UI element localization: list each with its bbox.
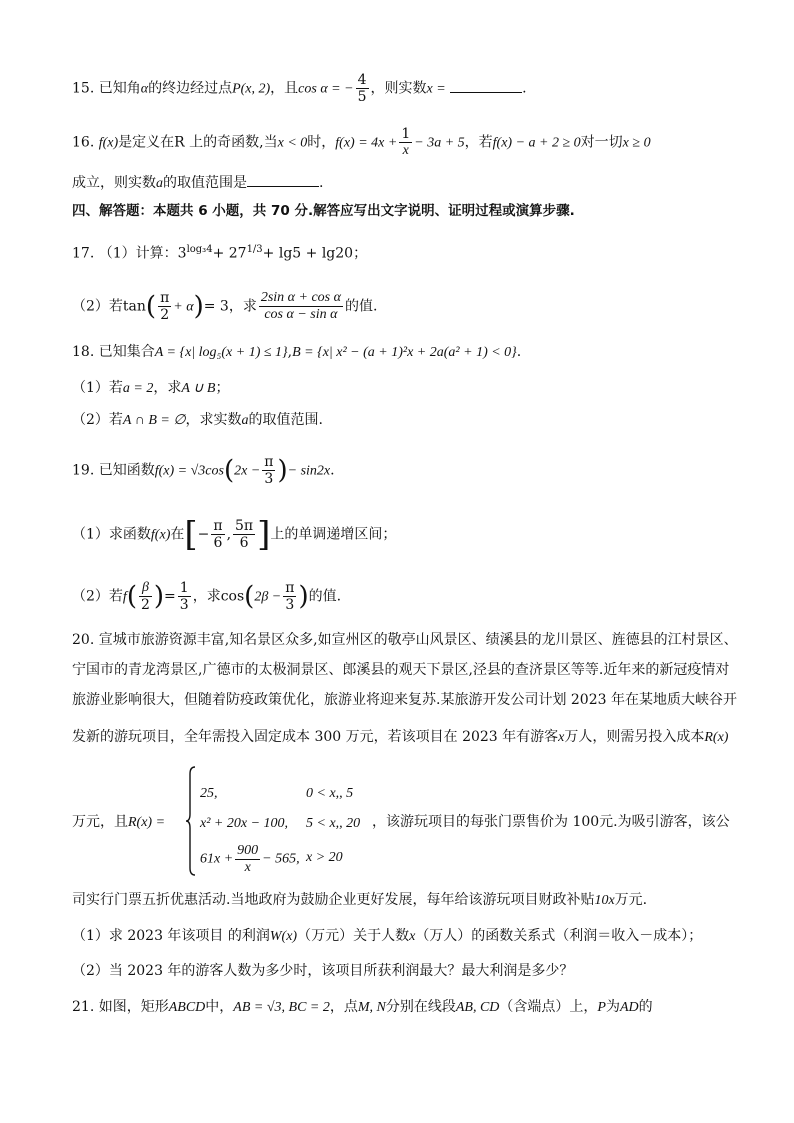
numerator: 900 — [237, 843, 259, 858]
math: AD — [619, 1000, 639, 1015]
text: 已知函数 — [98, 462, 155, 479]
section-heading: 四、解答题：本题共 6 小题，共 70 分.解答应写出文字说明、证明过程或演算步骤. — [72, 203, 575, 219]
math: AB = √3, BC = 2 — [233, 1000, 330, 1015]
question-19-part2 — [72, 580, 341, 613]
denominator: 3 — [285, 597, 295, 613]
math: R(x) — [704, 730, 729, 745]
math: a = 2 — [122, 381, 154, 396]
piecewise-function — [186, 766, 361, 876]
fraction — [283, 580, 296, 613]
numerator: 1 — [401, 126, 411, 142]
math: P(x, 2) — [232, 81, 271, 97]
exponent: 1/3 — [246, 244, 263, 255]
math: f(x) — [98, 135, 119, 151]
text: （2）若 — [72, 412, 123, 428]
text: ，则实数 — [370, 80, 427, 97]
question-19 — [72, 454, 335, 487]
denominator: 5 — [357, 89, 367, 105]
math: 2x − — [234, 463, 261, 479]
paren: ( — [223, 455, 235, 486]
text: . — [330, 462, 335, 479]
text: ，求 — [153, 380, 182, 396]
text: . — [522, 80, 527, 97]
text: 为 — [605, 999, 620, 1015]
math: − 565, — [262, 851, 300, 867]
piece-2-cond: 5 < x,, 20 — [306, 816, 361, 831]
numerator: π — [264, 454, 274, 470]
math: x = — [426, 81, 446, 97]
text: ，若 — [464, 134, 493, 151]
numerator: π — [285, 580, 295, 596]
denominator: x — [402, 143, 409, 158]
fraction — [233, 518, 255, 551]
math: = 3 — [203, 298, 229, 315]
numerator: β — [139, 580, 152, 597]
question-20-line6 — [72, 890, 647, 911]
text: . — [516, 344, 522, 360]
question-20-line1: 20. 宣城市旅游资源丰富,知名景区众多,如宣州区的敬亭山风景区、绩溪县的龙川景区、旌德县的江村景区、 — [72, 632, 738, 648]
numerator: 1 — [179, 580, 189, 596]
math: − — [197, 526, 210, 543]
math: f(x) − a + 2 ≥ 0 — [492, 135, 581, 151]
denominator: 6 — [239, 535, 249, 551]
text: 的 — [638, 999, 653, 1015]
question-20-line3: 旅游业影响很大，但随着防疫政策优化，旅游业将迎来复苏.某旅游开发公司计划 2023 年在某地质大峡谷开 — [72, 692, 737, 708]
question-20-line4 — [72, 727, 728, 748]
math: B = {x| x² − (a + 1)²x + 2a(a² + 1) < 0} — [292, 345, 517, 360]
question-number: 19. — [72, 462, 95, 479]
math: x — [558, 730, 565, 745]
answer-blank[interactable] — [450, 78, 522, 93]
text: 已知角 — [98, 80, 141, 97]
text: 中， — [205, 999, 234, 1015]
denominator: 2 — [160, 307, 170, 323]
question-18 — [72, 342, 521, 363]
math: A ∩ B = ∅ — [122, 413, 186, 428]
text: , — [287, 344, 293, 360]
math: f(x) = 4x + — [335, 135, 398, 151]
question-16-line2 — [72, 172, 323, 194]
text: 如图，矩形 — [98, 999, 169, 1015]
math: 10x — [594, 893, 615, 908]
math: + α — [173, 299, 194, 315]
question-17-part2 — [72, 290, 377, 323]
text: （2）若 — [72, 298, 123, 315]
text: 发新的游玩项目，全年需投入固定成本 300 万元，若该项目在 2023 年有游客 — [72, 729, 559, 745]
text: （含端点）上， — [499, 999, 598, 1015]
piece-3-expr — [200, 843, 300, 876]
text: 万人，则需另投入成本 — [564, 729, 705, 745]
text: 已知集合 — [98, 344, 155, 360]
text: ，点 — [329, 999, 358, 1015]
math: = — [164, 588, 176, 605]
piece-1-cond: 0 < x,, 5 — [306, 786, 354, 801]
math: 61x + — [200, 851, 234, 867]
denominator: 2 — [140, 597, 150, 613]
text: ，求 — [192, 588, 221, 605]
math: tan — [122, 298, 146, 315]
math: cos — [220, 588, 245, 605]
answer-blank[interactable] — [247, 172, 319, 187]
piece-1-expr: 25, — [200, 786, 218, 801]
math: A = {x| log₅(x + 1) ≤ 1} — [154, 345, 288, 360]
question-number: 18. — [72, 344, 95, 360]
question-15 — [72, 72, 527, 105]
text: （1）计算： — [98, 245, 178, 262]
text: 分别在线段 — [385, 999, 456, 1015]
question-20-line5-right: ，该游玩项目的每张门票售价为 100元.为吸引游客，该公 — [372, 814, 730, 830]
text: ； — [215, 380, 230, 396]
math: x < 0 — [277, 135, 308, 151]
bracket: [ — [184, 514, 198, 555]
text: 在 — [170, 526, 185, 543]
fraction — [356, 72, 369, 105]
paren: ) — [153, 581, 165, 612]
piece-2-expr: x² + 20x − 100, — [200, 816, 289, 831]
fraction — [211, 518, 224, 551]
math: 3 — [177, 245, 187, 262]
question-number: 16. — [72, 134, 95, 151]
text: 的取值范围是 — [163, 175, 247, 191]
math: x — [409, 929, 416, 944]
numerator: 4 — [357, 72, 367, 88]
question-17-part1 — [72, 240, 367, 264]
denominator: 3 — [264, 471, 274, 487]
math: a — [241, 413, 249, 428]
math: f(x) — [150, 527, 171, 543]
question-number: 21. — [72, 999, 95, 1015]
math: cos α = − — [298, 81, 354, 97]
math: x ≥ 0 — [622, 135, 651, 151]
paren: ( — [244, 581, 255, 612]
text: 万元，且 — [72, 814, 128, 830]
fraction — [235, 843, 260, 876]
denominator: cos α − sin α — [264, 307, 338, 322]
text: 万元. — [614, 892, 648, 908]
text: 的取值范围. — [248, 412, 323, 428]
text: （万人）的函数关系式（利润＝收入－成本）； — [415, 928, 703, 944]
math: − 3a + 5 — [414, 135, 465, 151]
fraction — [262, 454, 275, 487]
text: 的值. — [344, 298, 378, 315]
denominator: 3 — [179, 597, 189, 613]
math: ABCD — [168, 1000, 206, 1015]
exponent: log₃4 — [186, 244, 213, 255]
math: + lg5 + lg20 — [262, 245, 354, 262]
text: （1）求函数 — [72, 526, 151, 543]
text: ，求实数 — [185, 412, 242, 428]
numerator: π — [160, 290, 170, 306]
question-20-line5-left — [72, 812, 165, 833]
fraction — [178, 580, 191, 613]
numerator: π — [213, 518, 223, 534]
question-21 — [72, 997, 653, 1018]
text: ； — [353, 245, 368, 262]
text: 的终边经过点 — [148, 80, 233, 97]
fraction — [399, 126, 412, 159]
numerator: 2sin α + cos α — [260, 290, 341, 305]
text: 是定义在R 上的奇函数,当 — [118, 134, 278, 151]
text: 上的单调递增区间； — [270, 526, 397, 543]
fraction — [139, 580, 152, 613]
text: 司实行门票五折优惠活动.当地政府为鼓励企业更好发展，每年给该游玩项目财政补贴 — [72, 892, 595, 908]
math: − sin2x — [287, 463, 331, 479]
math: 2β − — [254, 589, 282, 605]
math: P — [597, 1000, 606, 1015]
text: . — [319, 175, 324, 191]
left-brace-icon — [186, 766, 196, 876]
math: a — [156, 176, 163, 191]
paren: ) — [298, 581, 309, 612]
question-20-line2: 宁国市的青龙湾景区,广德市的太极洞景区、郎溪县的观天下景区,泾县的查济景区等等.近年来的新冠疫情对 — [72, 662, 730, 678]
math: A ∪ B — [181, 381, 216, 396]
piece-3-cond: x > 20 — [306, 850, 343, 865]
question-18-part2 — [72, 410, 323, 431]
math: α — [140, 81, 149, 97]
paren: ( — [145, 291, 157, 322]
text: 时， — [307, 134, 336, 151]
text: 对一切 — [580, 134, 623, 151]
text: 的值. — [308, 588, 342, 605]
bracket: ] — [257, 514, 271, 555]
math: f — [122, 589, 127, 605]
math: f(x) = √3cos — [154, 463, 224, 479]
text: 成立，则实数 — [72, 175, 156, 191]
question-20-part2: （2）当 2023 年的游客人数为多少时，该项目所获利润最大？最大利润是多少？ — [72, 963, 574, 979]
question-number: 17. — [72, 245, 95, 262]
math: R(x) = — [128, 815, 166, 830]
question-20-part1 — [72, 926, 702, 947]
question-16 — [72, 126, 651, 159]
math: M, N — [357, 1000, 386, 1015]
question-19-part1: （1）求函数f(x)在[− $\frac{\pi}{6}$ , $\frac{5\pi}{6}$ ]上的单调递增区间； — [72, 514, 397, 555]
text: ，求 — [228, 298, 257, 315]
text: （2）若 — [72, 588, 123, 605]
fraction — [158, 290, 171, 323]
question-18-part1 — [72, 378, 229, 399]
fraction — [259, 290, 343, 323]
paren: ) — [193, 291, 204, 322]
text: ，且 — [270, 80, 299, 97]
paren: ) — [277, 455, 288, 486]
denominator: 6 — [213, 535, 223, 551]
numerator: 5π — [235, 518, 254, 534]
question-number: 15. — [72, 80, 95, 97]
text: （1）求 2023 年该项目 的利润 — [72, 928, 270, 944]
text: （1）若 — [72, 380, 123, 396]
math: W(x) — [269, 929, 298, 944]
math: + 27 — [212, 245, 247, 262]
math: AB, CD — [455, 1000, 500, 1015]
paren: ( — [126, 581, 137, 612]
text: （万元）关于人数 — [297, 928, 410, 944]
denominator: x — [244, 860, 251, 875]
